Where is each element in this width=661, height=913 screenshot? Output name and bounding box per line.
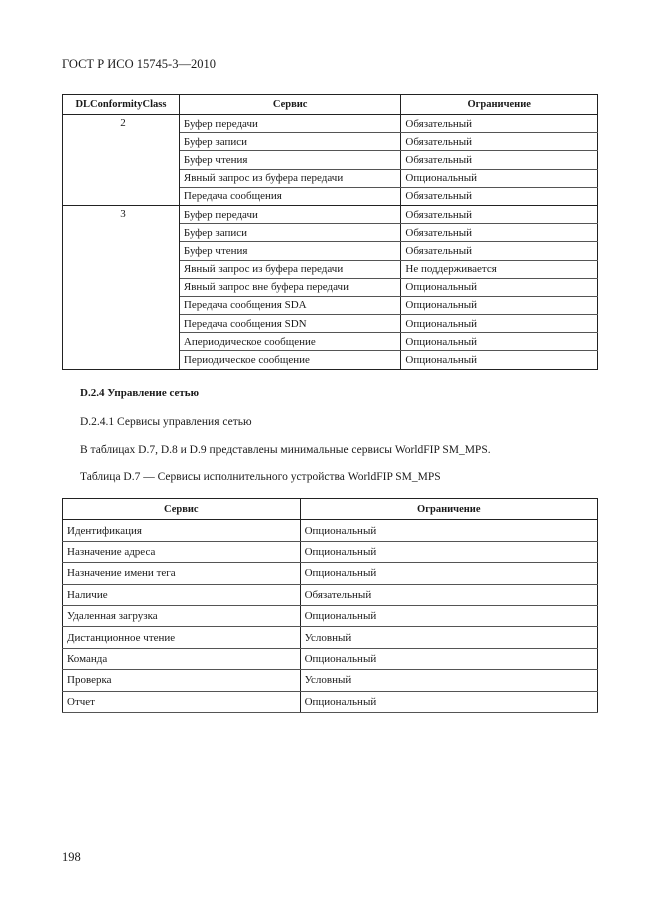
table-caption: Таблица D.7 — Сервисы исполнительного устройства WorldFIP SM_MPS <box>80 471 441 483</box>
section-heading: D.2.4 Управление сетью <box>80 387 200 399</box>
limitation-cell: Опциональный <box>401 296 598 314</box>
service-cell: Буфер чтения <box>179 242 401 260</box>
service-cell: Буфер записи <box>179 224 401 242</box>
limitation-cell: Обязательный <box>401 115 598 133</box>
document-header: ГОСТ Р ИСО 15745-3—2010 <box>62 57 216 71</box>
actuator-services-table <box>62 498 598 713</box>
service-cell: Передача сообщения SDA <box>179 296 401 314</box>
service-cell: Явный запрос из буфера передачи <box>179 169 401 187</box>
limitation-cell: Обязательный <box>401 187 598 205</box>
service-cell: Дистанционное чтение <box>63 627 301 648</box>
conformity-class-cell: 2 <box>63 115 180 206</box>
service-cell: Буфер передачи <box>179 205 401 223</box>
service-cell: Удаленная загрузка <box>63 605 301 626</box>
service-cell: Команда <box>63 648 301 669</box>
column-header: Ограничение <box>300 499 597 520</box>
table-row <box>63 627 598 648</box>
service-cell: Передача сообщения <box>179 187 401 205</box>
limitation-cell: Обязательный <box>401 151 598 169</box>
limitation-cell: Условный <box>300 627 597 648</box>
limitation-cell: Опциональный <box>300 563 597 584</box>
limitation-cell: Обязательный <box>300 584 597 605</box>
limitation-cell: Обязательный <box>401 224 598 242</box>
limitation-cell: Опциональный <box>401 169 598 187</box>
table-row <box>63 691 598 712</box>
page-number: 198 <box>62 850 81 864</box>
service-cell: Буфер чтения <box>179 151 401 169</box>
column-header: Сервис <box>179 95 401 115</box>
service-cell: Проверка <box>63 670 301 691</box>
limitation-cell: Опциональный <box>300 605 597 626</box>
service-cell: Явный запрос из буфера передачи <box>179 260 401 278</box>
limitation-cell: Опциональный <box>300 691 597 712</box>
table-row <box>63 584 598 605</box>
limitation-cell: Обязательный <box>401 133 598 151</box>
service-cell: Явный запрос вне буфера передачи <box>179 278 401 296</box>
service-cell: Наличие <box>63 584 301 605</box>
section-subheading: D.2.4.1 Сервисы управления сетью <box>80 416 252 428</box>
column-header: Сервис <box>63 499 301 520</box>
table-header-row <box>63 95 598 115</box>
limitation-cell: Опциональный <box>401 315 598 333</box>
limitation-cell: Опциональный <box>401 351 598 369</box>
limitation-cell: Обязательный <box>401 242 598 260</box>
table-row <box>63 205 598 223</box>
service-cell: Передача сообщения SDN <box>179 315 401 333</box>
limitation-cell: Обязательный <box>401 205 598 223</box>
service-cell: Назначение имени тега <box>63 563 301 584</box>
table-row <box>63 563 598 584</box>
limitation-cell: Условный <box>300 670 597 691</box>
limitation-cell: Опциональный <box>401 333 598 351</box>
table-row <box>63 115 598 133</box>
limitation-cell: Опциональный <box>300 648 597 669</box>
table-row <box>63 520 598 541</box>
service-cell: Идентификация <box>63 520 301 541</box>
service-cell: Периодическое сообщение <box>179 351 401 369</box>
service-cell: Буфер записи <box>179 133 401 151</box>
table-row <box>63 648 598 669</box>
conformity-class-cell: 3 <box>63 205 180 369</box>
service-cell: Назначение адреса <box>63 541 301 562</box>
table-row <box>63 541 598 562</box>
table-row <box>63 670 598 691</box>
service-cell: Отчет <box>63 691 301 712</box>
limitation-cell: Не поддерживается <box>401 260 598 278</box>
column-header: DLConformityClass <box>63 95 180 115</box>
limitation-cell: Опциональный <box>300 520 597 541</box>
table-row <box>63 605 598 626</box>
limitation-cell: Опциональный <box>300 541 597 562</box>
column-header: Ограничение <box>401 95 598 115</box>
table-header-row <box>63 499 598 520</box>
conformity-class-table <box>62 94 598 370</box>
paragraph: В таблицах D.7, D.8 и D.9 представлены минимальные сервисы WorldFIP SM_MPS. <box>80 444 491 456</box>
service-cell: Буфер передачи <box>179 115 401 133</box>
service-cell: Апериодическое сообщение <box>179 333 401 351</box>
limitation-cell: Опциональный <box>401 278 598 296</box>
